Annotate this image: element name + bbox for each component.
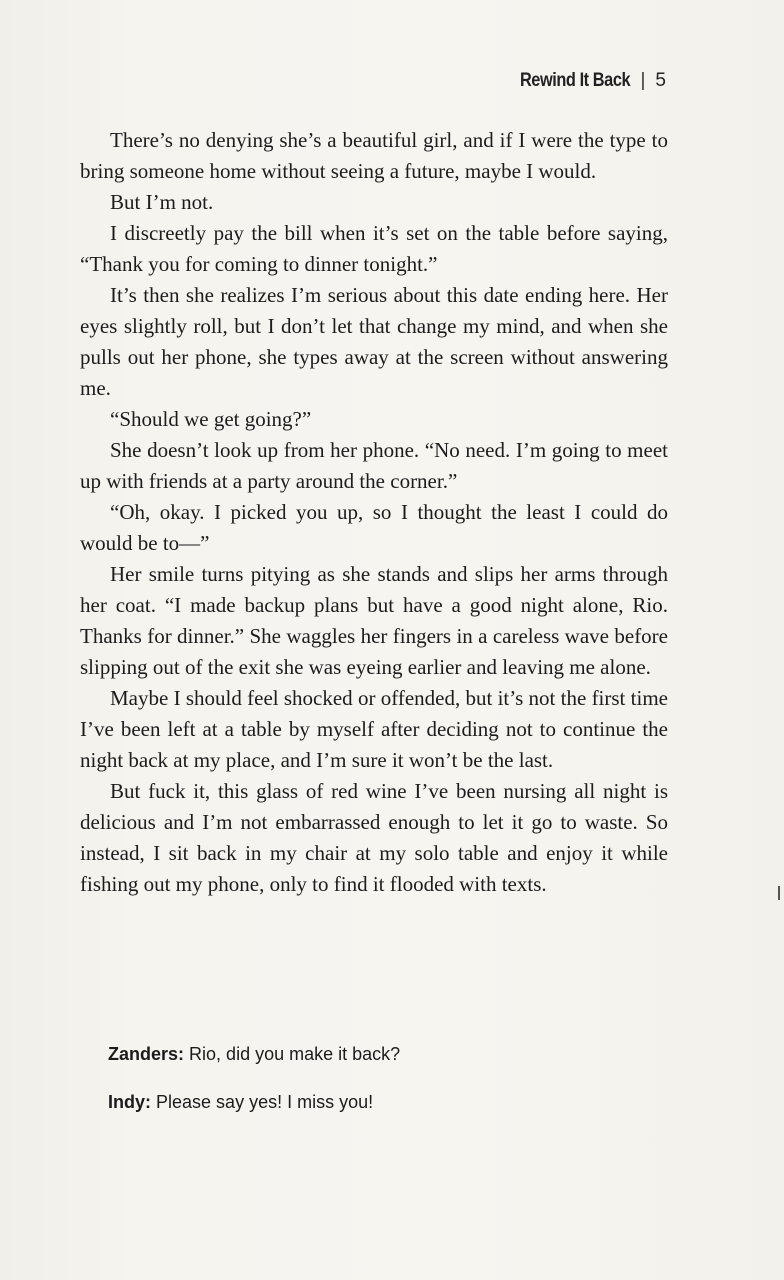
page-edge-mark [778, 886, 780, 900]
body-text [80, 125, 668, 900]
paragraph: Maybe I should feel shocked or offended, but it’s not the first time I’ve been left at a table by myself after deciding not to continue the night back at my place, and I’m sure it won’t be the last. [80, 686, 668, 772]
page-number: 5 [655, 70, 666, 91]
paragraph: But fuck it, this glass of red wine I’ve been nursing all night is delicious and I’m not embarrassed enough to let it go to waste. So instead, I sit back in my chair at my solo table and enjoy it while fishing out my phone, only to find it flooded with texts. [80, 779, 668, 896]
paragraph: There’s no denying she’s a beautiful girl, and if I were the type to bring someone home without seeing a future, maybe I would. [80, 128, 668, 183]
text-body: Please say yes! I miss you! [156, 1092, 374, 1112]
paragraph: Her smile turns pitying as she stands and slips her arms through her coat. “I made backup plans but have a good night alone, Rio. Thanks for dinner.” She waggles her fingers in a careless wave before slipping out of the exit she was eyeing earlier and leaving me alone. [80, 562, 668, 679]
text-messages [108, 1040, 668, 1136]
text-body: Rio, did you make it back? [189, 1044, 401, 1064]
running-header [502, 70, 666, 92]
text-message [108, 1088, 668, 1116]
paragraph: “Oh, okay. I picked you up, so I thought the least I could do would be to—” [80, 500, 668, 555]
book-title: Rewind It Back [520, 70, 631, 91]
text-message [108, 1040, 668, 1068]
paragraph: But I’m not. [110, 190, 214, 214]
paragraph: “Should we get going?” [110, 407, 312, 431]
paragraph: It’s then she realizes I’m serious about this date ending here. Her eyes slightly roll, but I don’t let that change my mind, and when she pulls out her phone, she types away at the screen without answering me. [80, 283, 668, 400]
paragraph: I discreetly pay the bill when it’s set on the table before saying, “Thank you for coming to dinner tonight.” [80, 221, 668, 276]
paragraph: She doesn’t look up from her phone. “No need. I’m going to meet up with friends at a party around the corner.” [80, 438, 668, 493]
text-sender: Indy: [108, 1092, 151, 1112]
text-sender: Zanders: [108, 1044, 185, 1064]
header-separator: | [640, 70, 646, 91]
